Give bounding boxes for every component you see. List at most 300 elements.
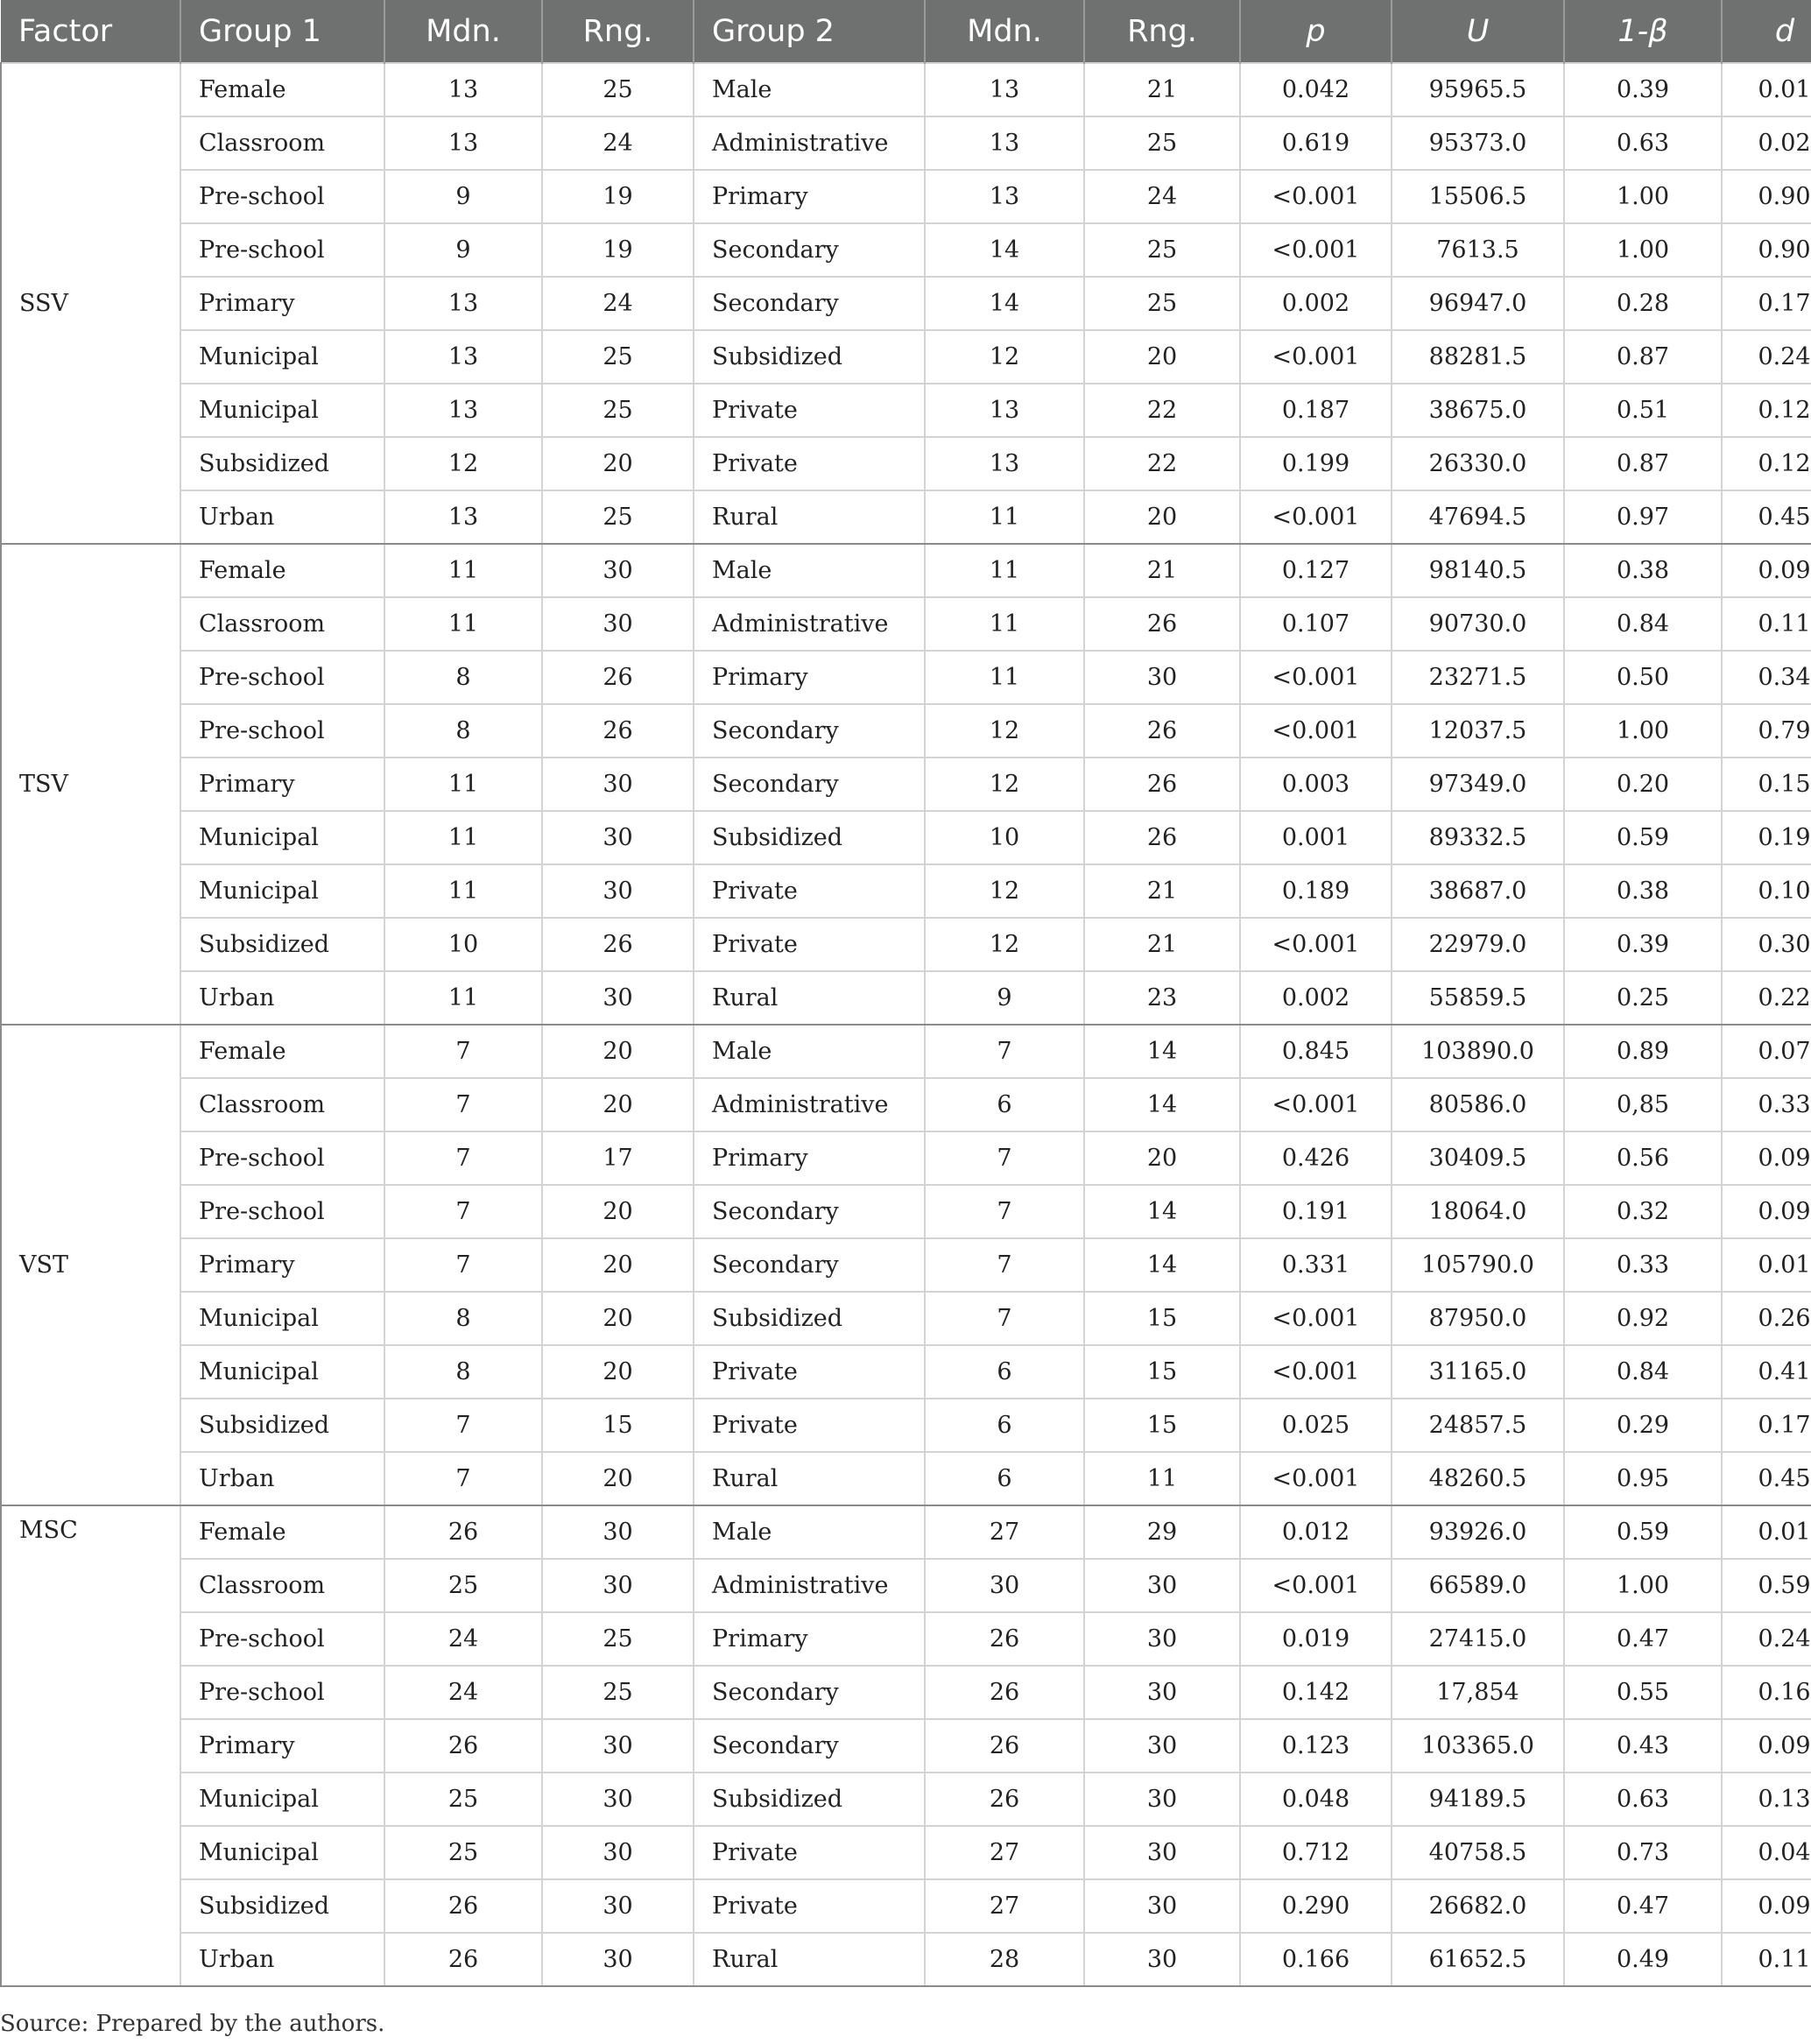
power-cell: 0.50 — [1564, 651, 1722, 704]
table-row — [1, 116, 1811, 170]
group-2-cell: Administrative — [694, 116, 925, 170]
group-1-cell: Primary — [180, 1238, 384, 1292]
power-cell: 0,85 — [1564, 1078, 1722, 1131]
range-2-cell: 24 — [1084, 170, 1240, 223]
group-1-cell: Classroom — [180, 116, 384, 170]
range-2-cell: 22 — [1084, 384, 1240, 437]
p-value-cell: 0.191 — [1240, 1185, 1392, 1238]
median-2-cell: 14 — [925, 277, 1084, 330]
u-statistic-cell: 103890.0 — [1392, 1025, 1564, 1078]
range-1-cell: 25 — [542, 1666, 694, 1719]
power-cell: 0.59 — [1564, 1505, 1722, 1559]
median-2-cell: 7 — [925, 1025, 1084, 1078]
range-1-cell: 30 — [542, 597, 694, 651]
group-2-cell: Private — [694, 1345, 925, 1399]
group-1-cell: Primary — [180, 758, 384, 811]
table-row — [1, 918, 1811, 971]
range-1-cell: 30 — [542, 1559, 694, 1612]
group-1-cell: Female — [180, 1025, 384, 1078]
table-row — [1, 651, 1811, 704]
power-cell: 0.97 — [1564, 490, 1722, 544]
range-1-cell: 25 — [542, 1612, 694, 1666]
group-2-cell: Rural — [694, 1933, 925, 1986]
effect-size-cell: 0.11 — [1722, 597, 1811, 651]
range-1-cell: 30 — [542, 1719, 694, 1773]
median-1-cell: 9 — [384, 223, 542, 277]
u-statistic-cell: 18064.0 — [1392, 1185, 1564, 1238]
effect-size-cell: 0.09 — [1722, 1879, 1811, 1933]
median-2-cell: 7 — [925, 1185, 1084, 1238]
median-2-cell: 9 — [925, 971, 1084, 1025]
effect-size-cell: 0.19 — [1722, 811, 1811, 864]
group-2-cell: Subsidized — [694, 1292, 925, 1345]
range-1-cell: 24 — [542, 277, 694, 330]
group-1-cell: Pre-school — [180, 223, 384, 277]
u-statistic-cell: 95965.5 — [1392, 63, 1564, 116]
factor-cell: SSV — [1, 63, 180, 544]
group-1-cell: Pre-school — [180, 1131, 384, 1185]
median-1-cell: 7 — [384, 1452, 542, 1505]
u-statistic-cell: 17,854 — [1392, 1666, 1564, 1719]
power-cell: 0.87 — [1564, 330, 1722, 384]
group-2-cell: Rural — [694, 971, 925, 1025]
group-2-cell: Subsidized — [694, 811, 925, 864]
median-2-cell: 7 — [925, 1238, 1084, 1292]
u-statistic-cell: 24857.5 — [1392, 1399, 1564, 1452]
group-1-cell: Subsidized — [180, 918, 384, 971]
power-cell: 0.51 — [1564, 384, 1722, 437]
effect-size-cell: 0.22 — [1722, 971, 1811, 1025]
median-1-cell: 10 — [384, 918, 542, 971]
u-statistic-cell: 105790.0 — [1392, 1238, 1564, 1292]
power-cell: 0.32 — [1564, 1185, 1722, 1238]
p-value-cell: <0.001 — [1240, 1345, 1392, 1399]
range-2-cell: 15 — [1084, 1345, 1240, 1399]
factor-cell: MSC — [1, 1505, 180, 1986]
median-1-cell: 24 — [384, 1666, 542, 1719]
table-row — [1, 437, 1811, 490]
table-row — [1, 1345, 1811, 1399]
table-row — [1, 1505, 1811, 1559]
u-statistic-cell: 94189.5 — [1392, 1773, 1564, 1826]
power-cell: 0.95 — [1564, 1452, 1722, 1505]
header-u-statistic: U — [1392, 0, 1564, 63]
median-1-cell: 9 — [384, 170, 542, 223]
u-statistic-cell: 38687.0 — [1392, 864, 1564, 918]
median-2-cell: 13 — [925, 437, 1084, 490]
table-row — [1, 1879, 1811, 1933]
u-statistic-cell: 88281.5 — [1392, 330, 1564, 384]
group-2-cell: Private — [694, 1399, 925, 1452]
median-1-cell: 11 — [384, 597, 542, 651]
median-2-cell: 12 — [925, 330, 1084, 384]
p-value-cell: 0.002 — [1240, 971, 1392, 1025]
p-value-cell: <0.001 — [1240, 490, 1392, 544]
group-2-cell: Male — [694, 1025, 925, 1078]
median-2-cell: 26 — [925, 1773, 1084, 1826]
median-1-cell: 13 — [384, 384, 542, 437]
u-statistic-cell: 80586.0 — [1392, 1078, 1564, 1131]
u-statistic-cell: 26330.0 — [1392, 437, 1564, 490]
p-value-cell: 0.025 — [1240, 1399, 1392, 1452]
p-value-cell: 0.127 — [1240, 544, 1392, 597]
group-2-cell: Private — [694, 1879, 925, 1933]
u-statistic-cell: 38675.0 — [1392, 384, 1564, 437]
range-1-cell: 26 — [542, 918, 694, 971]
power-cell: 0.84 — [1564, 597, 1722, 651]
u-statistic-cell: 47694.5 — [1392, 490, 1564, 544]
table-row — [1, 758, 1811, 811]
median-1-cell: 8 — [384, 1345, 542, 1399]
range-2-cell: 29 — [1084, 1505, 1240, 1559]
table-row — [1, 1666, 1811, 1719]
range-1-cell: 19 — [542, 170, 694, 223]
power-cell: 0.63 — [1564, 1773, 1722, 1826]
group-2-cell: Administrative — [694, 1078, 925, 1131]
header-median-2: Mdn. — [925, 0, 1084, 63]
range-1-cell: 30 — [542, 1505, 694, 1559]
table-row — [1, 704, 1811, 758]
range-2-cell: 26 — [1084, 811, 1240, 864]
median-1-cell: 26 — [384, 1505, 542, 1559]
range-2-cell: 26 — [1084, 704, 1240, 758]
effect-size-cell: 0.26 — [1722, 1292, 1811, 1345]
median-1-cell: 26 — [384, 1879, 542, 1933]
p-value-cell: 0.187 — [1240, 384, 1392, 437]
range-2-cell: 30 — [1084, 1826, 1240, 1879]
range-2-cell: 20 — [1084, 330, 1240, 384]
range-1-cell: 20 — [542, 1185, 694, 1238]
effect-size-cell: 0.09 — [1722, 1131, 1811, 1185]
range-1-cell: 30 — [542, 971, 694, 1025]
table-row — [1, 811, 1811, 864]
table-row — [1, 1399, 1811, 1452]
group-1-cell: Municipal — [180, 811, 384, 864]
table-row — [1, 223, 1811, 277]
median-2-cell: 27 — [925, 1505, 1084, 1559]
table-row — [1, 1719, 1811, 1773]
group-1-cell: Urban — [180, 490, 384, 544]
effect-size-cell: 0.34 — [1722, 651, 1811, 704]
median-1-cell: 7 — [384, 1399, 542, 1452]
median-1-cell: 7 — [384, 1078, 542, 1131]
range-2-cell: 25 — [1084, 223, 1240, 277]
u-statistic-cell: 27415.0 — [1392, 1612, 1564, 1666]
u-statistic-cell: 95373.0 — [1392, 116, 1564, 170]
median-1-cell: 25 — [384, 1559, 542, 1612]
median-2-cell: 13 — [925, 116, 1084, 170]
factor-cell: TSV — [1, 544, 180, 1025]
range-1-cell: 19 — [542, 223, 694, 277]
group-1-cell: Female — [180, 1505, 384, 1559]
power-cell: 0.28 — [1564, 277, 1722, 330]
median-2-cell: 12 — [925, 758, 1084, 811]
range-1-cell: 25 — [542, 384, 694, 437]
effect-size-cell: 0.10 — [1722, 864, 1811, 918]
group-1-cell: Classroom — [180, 597, 384, 651]
table-row — [1, 1559, 1811, 1612]
power-cell: 0.63 — [1564, 116, 1722, 170]
effect-size-cell: 0.09 — [1722, 1185, 1811, 1238]
group-1-cell: Urban — [180, 971, 384, 1025]
p-value-cell: 0.712 — [1240, 1826, 1392, 1879]
median-2-cell: 30 — [925, 1559, 1084, 1612]
group-2-cell: Secondary — [694, 704, 925, 758]
range-1-cell: 20 — [542, 1238, 694, 1292]
median-2-cell: 7 — [925, 1131, 1084, 1185]
u-statistic-cell: 55859.5 — [1392, 971, 1564, 1025]
power-cell: 0.84 — [1564, 1345, 1722, 1399]
table-row — [1, 384, 1811, 437]
power-cell: 0.73 — [1564, 1826, 1722, 1879]
median-1-cell: 13 — [384, 330, 542, 384]
median-1-cell: 13 — [384, 277, 542, 330]
group-2-cell: Primary — [694, 1131, 925, 1185]
power-cell: 0.89 — [1564, 1025, 1722, 1078]
u-statistic-cell: 15506.5 — [1392, 170, 1564, 223]
p-value-cell: 0.012 — [1240, 1505, 1392, 1559]
effect-size-cell: 0.79 — [1722, 704, 1811, 758]
p-value-cell: 0.331 — [1240, 1238, 1392, 1292]
table-row — [1, 1131, 1811, 1185]
header-group-1: Group 1 — [180, 0, 384, 63]
range-2-cell: 30 — [1084, 1773, 1240, 1826]
range-2-cell: 30 — [1084, 1933, 1240, 1986]
group-2-cell: Subsidized — [694, 1773, 925, 1826]
range-1-cell: 26 — [542, 651, 694, 704]
power-cell: 0.92 — [1564, 1292, 1722, 1345]
range-2-cell: 14 — [1084, 1025, 1240, 1078]
median-2-cell: 12 — [925, 704, 1084, 758]
factor-cell: VST — [1, 1025, 180, 1505]
p-value-cell: <0.001 — [1240, 330, 1392, 384]
median-2-cell: 11 — [925, 490, 1084, 544]
group-2-cell: Secondary — [694, 223, 925, 277]
power-cell: 0.47 — [1564, 1879, 1722, 1933]
p-value-cell: 0.019 — [1240, 1612, 1392, 1666]
power-cell: 1.00 — [1564, 223, 1722, 277]
median-1-cell: 7 — [384, 1025, 542, 1078]
table-row — [1, 971, 1811, 1025]
median-2-cell: 26 — [925, 1666, 1084, 1719]
effect-size-cell: 0.33 — [1722, 1078, 1811, 1131]
median-2-cell: 27 — [925, 1879, 1084, 1933]
range-2-cell: 11 — [1084, 1452, 1240, 1505]
effect-size-cell: 0.12 — [1722, 437, 1811, 490]
group-1-cell: Urban — [180, 1933, 384, 1986]
median-2-cell: 28 — [925, 1933, 1084, 1986]
range-1-cell: 30 — [542, 758, 694, 811]
u-statistic-cell: 7613.5 — [1392, 223, 1564, 277]
median-2-cell: 11 — [925, 597, 1084, 651]
range-1-cell: 20 — [542, 1025, 694, 1078]
group-1-cell: Female — [180, 63, 384, 116]
effect-size-cell: 0.24 — [1722, 1612, 1811, 1666]
range-2-cell: 26 — [1084, 758, 1240, 811]
median-2-cell: 11 — [925, 651, 1084, 704]
effect-size-cell: 0.45 — [1722, 1452, 1811, 1505]
median-2-cell: 26 — [925, 1612, 1084, 1666]
range-2-cell: 25 — [1084, 116, 1240, 170]
u-statistic-cell: 12037.5 — [1392, 704, 1564, 758]
range-2-cell: 30 — [1084, 1612, 1240, 1666]
group-2-cell: Subsidized — [694, 330, 925, 384]
median-1-cell: 7 — [384, 1131, 542, 1185]
group-2-cell: Primary — [694, 1612, 925, 1666]
median-2-cell: 12 — [925, 918, 1084, 971]
group-1-cell: Municipal — [180, 384, 384, 437]
table-row — [1, 170, 1811, 223]
group-1-cell: Pre-school — [180, 1185, 384, 1238]
p-value-cell: 0.426 — [1240, 1131, 1392, 1185]
u-statistic-cell: 23271.5 — [1392, 651, 1564, 704]
power-cell: 1.00 — [1564, 704, 1722, 758]
effect-size-cell: 0.01 — [1722, 1238, 1811, 1292]
range-1-cell: 15 — [542, 1399, 694, 1452]
u-statistic-cell: 96947.0 — [1392, 277, 1564, 330]
median-1-cell: 12 — [384, 437, 542, 490]
effect-size-cell: 0.09 — [1722, 544, 1811, 597]
p-value-cell: 0.003 — [1240, 758, 1392, 811]
u-statistic-cell: 66589.0 — [1392, 1559, 1564, 1612]
power-cell: 0.55 — [1564, 1666, 1722, 1719]
table-row — [1, 1078, 1811, 1131]
header-group-2: Group 2 — [694, 0, 925, 63]
median-1-cell: 11 — [384, 758, 542, 811]
p-value-cell: 0.189 — [1240, 864, 1392, 918]
p-value-cell: <0.001 — [1240, 1559, 1392, 1612]
effect-size-cell: 0.59 — [1722, 1559, 1811, 1612]
effect-size-cell: 0.12 — [1722, 384, 1811, 437]
header-range-2: Rng. — [1084, 0, 1240, 63]
range-1-cell: 25 — [542, 330, 694, 384]
range-1-cell: 30 — [542, 1879, 694, 1933]
range-1-cell: 30 — [542, 864, 694, 918]
median-1-cell: 11 — [384, 971, 542, 1025]
table-row — [1, 1452, 1811, 1505]
range-2-cell: 21 — [1084, 918, 1240, 971]
p-value-cell: 0.166 — [1240, 1933, 1392, 1986]
p-value-cell: 0.048 — [1240, 1773, 1392, 1826]
p-value-cell: <0.001 — [1240, 223, 1392, 277]
power-cell: 0.87 — [1564, 437, 1722, 490]
range-1-cell: 24 — [542, 116, 694, 170]
p-value-cell: 0.199 — [1240, 437, 1392, 490]
median-2-cell: 7 — [925, 1292, 1084, 1345]
p-value-cell: 0.142 — [1240, 1666, 1392, 1719]
range-2-cell: 21 — [1084, 63, 1240, 116]
group-2-cell: Private — [694, 918, 925, 971]
u-statistic-cell: 26682.0 — [1392, 1879, 1564, 1933]
group-1-cell: Subsidized — [180, 437, 384, 490]
median-1-cell: 8 — [384, 651, 542, 704]
p-value-cell: 0.619 — [1240, 116, 1392, 170]
median-2-cell: 11 — [925, 544, 1084, 597]
effect-size-cell: 0.09 — [1722, 1719, 1811, 1773]
group-1-cell: Municipal — [180, 864, 384, 918]
median-1-cell: 13 — [384, 490, 542, 544]
group-1-cell: Pre-school — [180, 1612, 384, 1666]
median-2-cell: 6 — [925, 1452, 1084, 1505]
group-1-cell: Subsidized — [180, 1879, 384, 1933]
median-2-cell: 13 — [925, 63, 1084, 116]
table-row — [1, 63, 1811, 116]
source-note: Source: Prepared by the authors. — [0, 2011, 385, 2037]
group-2-cell: Secondary — [694, 277, 925, 330]
median-1-cell: 25 — [384, 1826, 542, 1879]
table-body — [1, 63, 1811, 1986]
median-1-cell: 7 — [384, 1238, 542, 1292]
range-2-cell: 14 — [1084, 1185, 1240, 1238]
group-1-cell: Pre-school — [180, 704, 384, 758]
effect-size-cell: 0.07 — [1722, 1025, 1811, 1078]
table-row — [1, 330, 1811, 384]
range-1-cell: 26 — [542, 704, 694, 758]
group-2-cell: Secondary — [694, 758, 925, 811]
median-1-cell: 24 — [384, 1612, 542, 1666]
effect-size-cell: 0.02 — [1722, 116, 1811, 170]
effect-size-cell: 0.90 — [1722, 170, 1811, 223]
median-2-cell: 10 — [925, 811, 1084, 864]
header-p-value: p — [1240, 0, 1392, 63]
effect-size-cell: 0.01 — [1722, 63, 1811, 116]
u-statistic-cell: 89332.5 — [1392, 811, 1564, 864]
range-1-cell: 30 — [542, 811, 694, 864]
median-2-cell: 27 — [925, 1826, 1084, 1879]
effect-size-cell: 0.11 — [1722, 1933, 1811, 1986]
power-cell: 0.47 — [1564, 1612, 1722, 1666]
group-2-cell: Secondary — [694, 1238, 925, 1292]
p-value-cell: <0.001 — [1240, 1078, 1392, 1131]
range-1-cell: 30 — [542, 1933, 694, 1986]
group-2-cell: Male — [694, 1505, 925, 1559]
power-cell: 1.00 — [1564, 1559, 1722, 1612]
effect-size-cell: 0.13 — [1722, 1773, 1811, 1826]
group-1-cell: Urban — [180, 1452, 384, 1505]
u-statistic-cell: 103365.0 — [1392, 1719, 1564, 1773]
table-row — [1, 1612, 1811, 1666]
group-1-cell: Classroom — [180, 1559, 384, 1612]
p-value-cell: <0.001 — [1240, 704, 1392, 758]
range-2-cell: 14 — [1084, 1078, 1240, 1131]
median-2-cell: 13 — [925, 384, 1084, 437]
p-value-cell: <0.001 — [1240, 1452, 1392, 1505]
p-value-cell: 0.002 — [1240, 277, 1392, 330]
p-value-cell: 0.845 — [1240, 1025, 1392, 1078]
table-row — [1, 1292, 1811, 1345]
header-range-1: Rng. — [542, 0, 694, 63]
u-statistic-cell: 22979.0 — [1392, 918, 1564, 971]
effect-size-cell: 0.04 — [1722, 1826, 1811, 1879]
power-cell: 0.39 — [1564, 918, 1722, 971]
header-power: 1-β — [1564, 0, 1722, 63]
range-2-cell: 21 — [1084, 544, 1240, 597]
group-2-cell: Private — [694, 437, 925, 490]
range-1-cell: 25 — [542, 490, 694, 544]
median-1-cell: 13 — [384, 116, 542, 170]
group-2-cell: Male — [694, 544, 925, 597]
group-2-cell: Secondary — [694, 1719, 925, 1773]
median-1-cell: 11 — [384, 864, 542, 918]
group-2-cell: Primary — [694, 651, 925, 704]
group-1-cell: Primary — [180, 1719, 384, 1773]
header-factor: Factor — [1, 0, 180, 63]
range-2-cell: 30 — [1084, 1559, 1240, 1612]
median-2-cell: 13 — [925, 170, 1084, 223]
p-value-cell: <0.001 — [1240, 170, 1392, 223]
group-1-cell: Pre-school — [180, 170, 384, 223]
group-1-cell: Pre-school — [180, 651, 384, 704]
